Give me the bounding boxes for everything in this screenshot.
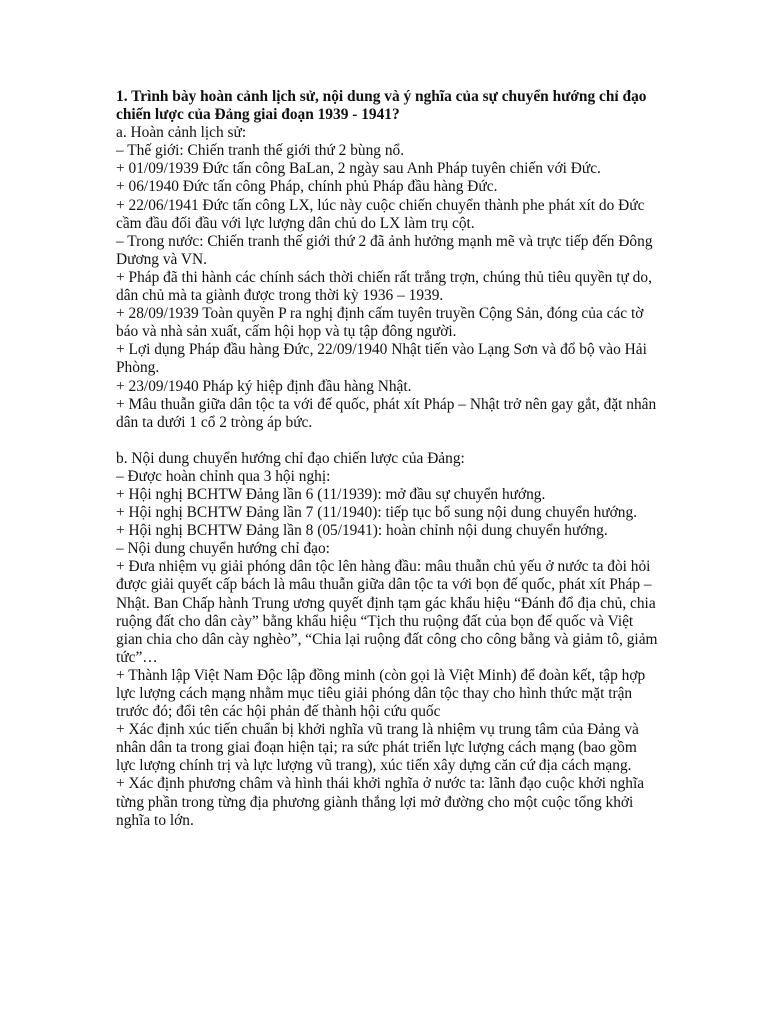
- paragraph-line: + 01/09/1939 Đức tấn công BaLan, 2 ngày sau Anh Pháp tuyên chiến với Đức.: [116, 160, 601, 178]
- section-b: [116, 450, 660, 830]
- paragraph-line: + Lợi dụng Pháp đầu hàng Đức, 22/09/1940 Nhật tiến vào Lạng Sơn và đổ bộ vào Hải Phòng.: [116, 341, 651, 377]
- paragraph-line: + Hội nghị BCHTW Đảng lần 6 (11/1939): mở đầu sự chuyển hướng.: [116, 485, 546, 503]
- paragraph-line: + Đưa nhiệm vụ giải phóng dân tộc lên hàng đầu: mâu thuẫn chủ yếu ở nước ta đòi hỏi được giải quyết cấp bách là mâu thuẫn giữa dân tộc ta với bọn đế quốc, phát xít Pháp – Nhật. Ban Chấp hành Trung ương quyết định tạm gác khẩu hiệu “Đánh đổ địa chủ, chia ruộng đất cho dân cày” bằng khẩu hiệu “Tịch thu ruộng đất của bọn đế quốc và Việt gian chia cho dân cày nghèo”, “Chia lại ruộng đất công cho công bằng và giảm tô, giảm tức”…: [116, 558, 662, 666]
- section-a-heading: a. Hoàn cảnh lịch sử:: [116, 124, 247, 142]
- paragraph-line: + 28/09/1939 Toàn quyền P ra nghị định cấm tuyên truyền Cộng Sản, đóng của các tờ báo và nhà sản xuất, cấm hội họp và tụ tập đông người.: [116, 305, 648, 341]
- paragraph-line: + Xác định xúc tiến chuẩn bị khởi nghĩa vũ trang là nhiệm vụ trung tâm của Đảng và nhân dân ta trong giai đoạn hiện tại; ra sức phát triển lực lượng cách mạng (bao gồm lực lượng chính trị và lực lượng vũ trang), xúc tiến xây dựng căn cứ địa cách mạng.: [116, 721, 643, 775]
- paragraph-line: – Nội dung chuyển hướng chỉ đạo:: [116, 540, 330, 558]
- paragraph-line: – Được hoàn chỉnh qua 3 hội nghị:: [116, 467, 331, 485]
- paragraph-line: + 23/09/1940 Pháp ký hiệp định đầu hàng Nhật.: [116, 377, 412, 395]
- paragraph-line: + Xác định phương châm và hình thái khởi nghĩa ở nước ta: lãnh đạo cuộc khởi nghĩa từng phần trong từng địa phương giành thắng lợi mở đường cho một cuộc tổng khởi nghĩa to lớn.: [116, 775, 648, 829]
- paragraph-line: – Thế giới: Chiến tranh thế giới thứ 2 bùng nổ.: [116, 142, 405, 160]
- section-a: [116, 124, 660, 432]
- paragraph-line: + Pháp đã thi hành các chính sách thời chiến rất trắng trợn, chúng thủ tiêu quyền tự do, dân chủ mà ta giành được trong thời kỳ 1936 – 1939.: [116, 268, 656, 305]
- paragraph-line: + 06/1940 Đức tấn công Pháp, chính phủ Pháp đầu hàng Đức.: [116, 178, 498, 196]
- paragraph-line: – Trong nước: Chiến tranh thế giới thứ 2 đã ảnh hưởng mạnh mẽ và trực tiếp đến Đông Dương và VN.: [116, 232, 657, 268]
- section-b-heading: b. Nội dung chuyển hướng chỉ đạo chiến lược của Đảng:: [116, 449, 465, 467]
- paragraph-line: + Hội nghị BCHTW Đảng lần 8 (05/1941): hoàn chỉnh nội dung chuyển hướng.: [116, 522, 608, 540]
- question-title: 1. Trình bày hoàn cảnh lịch sử, nội dung và ý nghĩa của sự chuyển hướng chỉ đạo chiến lược của Đảng giai đoạn 1939 - 1941?: [116, 88, 647, 124]
- paragraph-line: + 22/06/1941 Đức tấn công LX, lúc này cuộc chiến chuyển thành phe phát xít do Đức cầm đầu đối đầu với lực lượng dân chủ do LX làm trụ cột.: [116, 196, 649, 232]
- section-spacer: [116, 432, 660, 450]
- paragraph-line: + Thành lập Việt Nam Độc lập đồng minh (còn gọi là Việt Minh) để đoàn kết, tập hợp lực lượng cách mạng nhằm mục tiêu giải phóng dân tộc thay cho hình thức mặt trận trước đó; đổi tên các hội phản đế thành hội cứu quốc: [116, 666, 650, 721]
- document-page: [116, 88, 660, 830]
- paragraph-line: + Hội nghị BCHTW Đảng lần 7 (11/1940): tiếp tục bổ sung nội dung chuyển hướng.: [116, 504, 638, 522]
- paragraph-line: + Mâu thuẫn giữa dân tộc ta với đế quốc, phát xít Pháp – Nhật trở nên gay gắt, đặt nhân dân ta dưới 1 cổ 2 tròng áp bức.: [116, 395, 661, 431]
